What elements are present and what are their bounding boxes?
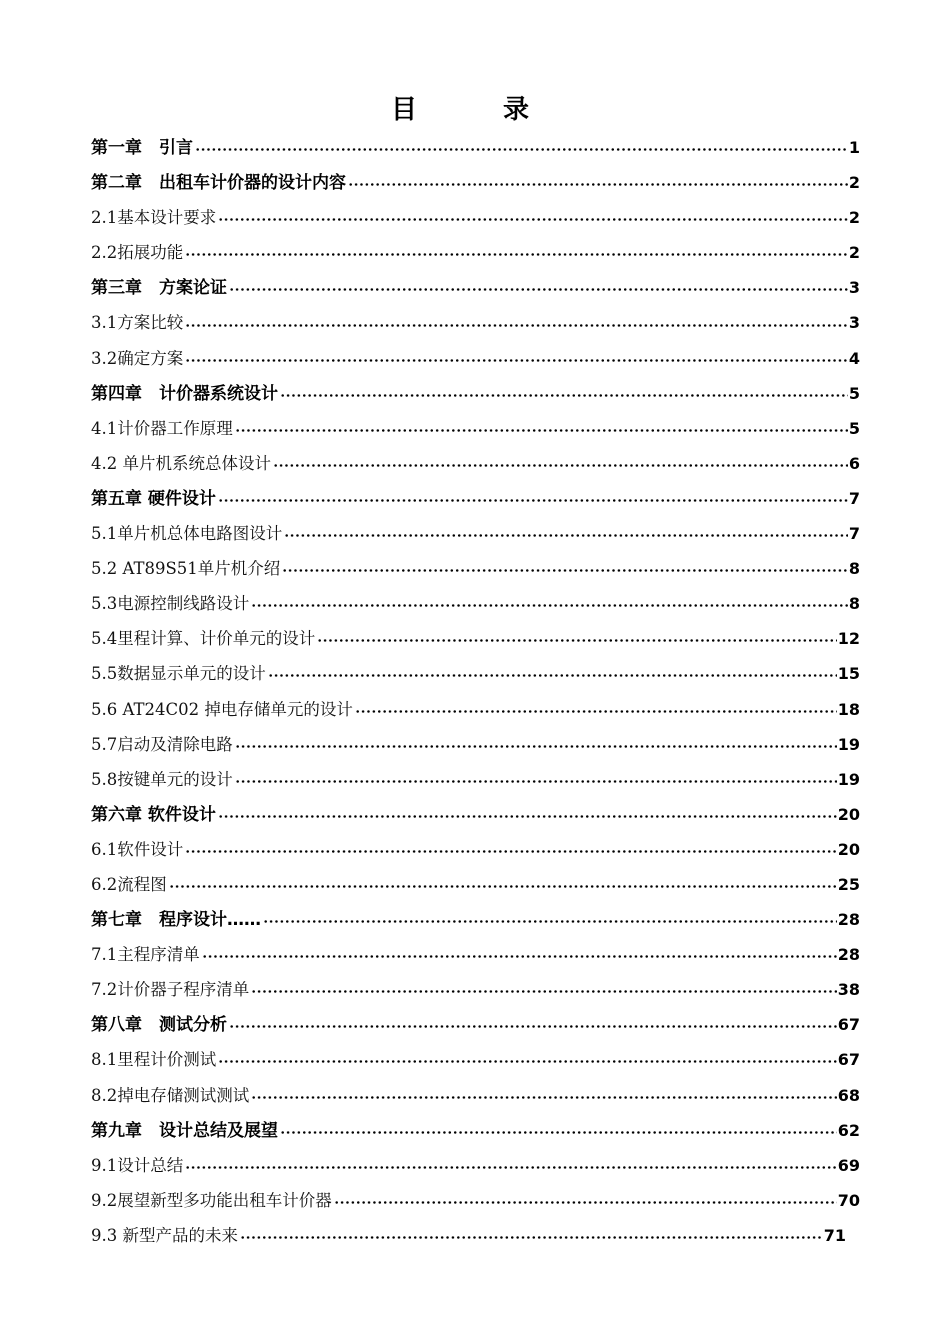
toc-page-number: 67 xyxy=(837,1050,860,1070)
toc-entry-label: 4.2 单片机系统总体设计 xyxy=(91,453,271,473)
toc-section-entry xyxy=(91,446,860,481)
toc-page-number: 8 xyxy=(848,594,860,614)
toc-chapter-entry xyxy=(91,165,860,200)
toc-dot-leader xyxy=(284,534,848,537)
toc-page-number: 18 xyxy=(837,699,860,719)
toc-dot-leader xyxy=(334,1201,837,1204)
toc-page-number: 70 xyxy=(837,1190,860,1210)
toc-entry-label: 5.1单片机总体电路图设计 xyxy=(91,524,283,544)
toc-dot-leader xyxy=(185,359,848,362)
toc-page-number: 5 xyxy=(848,418,860,438)
toc-dot-leader xyxy=(218,499,848,502)
toc-section-entry xyxy=(91,1218,846,1253)
toc-section-entry xyxy=(91,1183,860,1218)
toc-dot-leader xyxy=(280,394,848,397)
toc-page-number: 2 xyxy=(848,208,860,228)
toc-chapter-entry xyxy=(91,1007,860,1042)
toc-section-entry xyxy=(91,762,860,797)
toc-page-number: 20 xyxy=(837,804,860,824)
toc-entry-label: 5.3电源控制线路设计 xyxy=(91,594,250,614)
toc-section-entry xyxy=(91,551,860,586)
toc-section-entry xyxy=(91,1042,860,1077)
toc-chapter-entry xyxy=(91,130,860,165)
toc-entry-label: 第一章 引言 xyxy=(91,138,193,158)
toc-entry-label: 9.1设计总结 xyxy=(91,1155,184,1175)
toc-dot-leader xyxy=(251,990,836,993)
toc-page-number: 19 xyxy=(837,734,860,754)
toc-section-entry xyxy=(91,867,860,902)
toc-dot-leader xyxy=(185,253,848,256)
toc-entry-label: 7.1主程序清单 xyxy=(91,945,200,965)
toc-page-number: 7 xyxy=(848,524,860,544)
toc-section-entry xyxy=(91,516,860,551)
toc-dot-leader xyxy=(169,885,837,888)
toc-page-number: 62 xyxy=(837,1120,860,1140)
toc-dot-leader xyxy=(251,604,848,607)
toc-page-number: 8 xyxy=(848,559,860,579)
toc-entry-label: 8.1里程计价测试 xyxy=(91,1050,217,1070)
toc-page-number: 5 xyxy=(848,383,860,403)
toc-dot-leader xyxy=(229,288,848,291)
toc-entry-label: 9.3 新型产品的未来 xyxy=(91,1225,238,1245)
toc-page-number: 1 xyxy=(848,138,860,157)
toc-chapter-entry xyxy=(91,797,860,832)
toc-chapter-entry xyxy=(91,481,860,516)
page-title: 目 录 xyxy=(390,95,559,125)
toc-section-entry xyxy=(91,692,860,727)
toc-chapter-entry xyxy=(91,902,860,937)
toc-page-number: 3 xyxy=(848,313,860,333)
toc-dot-leader xyxy=(282,569,848,572)
toc-entry-label: 4.1计价器工作原理 xyxy=(91,418,233,438)
toc-entry-label: 第五章 硬件设计 xyxy=(91,488,216,509)
toc-page-number: 71 xyxy=(823,1225,846,1245)
toc-page-number: 4 xyxy=(848,348,860,368)
toc-section-entry xyxy=(91,1148,860,1183)
toc-entry-label: 5.2 AT89S51单片机介绍 xyxy=(91,559,281,579)
toc-entry-label: 第六章 软件设计 xyxy=(91,804,216,825)
toc-dot-leader xyxy=(268,674,837,677)
toc-dot-leader xyxy=(229,1025,837,1028)
toc-dot-leader xyxy=(235,780,837,783)
toc-page-number: 3 xyxy=(848,278,860,298)
toc-entry-label: 8.2掉电存储测试测试 xyxy=(91,1085,250,1105)
toc-entry-label: 5.6 AT24C02 掉电存储单元的设计 xyxy=(91,699,353,719)
toc-dot-leader xyxy=(355,710,837,713)
toc-dot-leader xyxy=(280,1131,837,1134)
toc-section-entry xyxy=(91,656,860,691)
toc-entry-label: 9.2展望新型多功能出租车计价器 xyxy=(91,1190,332,1210)
toc-dot-leader xyxy=(240,1236,823,1239)
toc-dot-leader xyxy=(218,1060,836,1063)
toc-page-number: 15 xyxy=(837,664,860,684)
toc-entry-label: 第七章 程序设计…… xyxy=(91,910,261,931)
toc-entry-label: 5.4里程计算、计价单元的设计 xyxy=(91,629,316,649)
toc-chapter-entry xyxy=(91,376,860,411)
toc-entry-label: 5.8按键单元的设计 xyxy=(91,769,233,789)
toc-dot-leader xyxy=(235,429,848,432)
toc-section-entry xyxy=(91,832,860,867)
toc-section-entry xyxy=(91,235,860,270)
toc-dot-leader xyxy=(273,464,848,467)
toc-page-number: 69 xyxy=(837,1155,860,1175)
toc-page-number: 7 xyxy=(848,488,860,508)
toc-section-entry xyxy=(91,341,860,376)
toc-dot-leader xyxy=(185,1166,836,1169)
table-of-contents xyxy=(91,130,860,1253)
toc-dot-leader xyxy=(195,148,848,151)
toc-section-entry xyxy=(91,1078,860,1113)
toc-entry-label: 3.2确定方案 xyxy=(91,348,184,368)
toc-entry-label: 5.5数据显示单元的设计 xyxy=(91,664,266,684)
toc-dot-leader xyxy=(202,955,837,958)
toc-entry-label: 第九章 设计总结及展望 xyxy=(91,1120,278,1141)
toc-page-number: 38 xyxy=(837,980,860,1000)
toc-dot-leader xyxy=(251,1096,836,1099)
toc-entry-label: 2.1基本设计要求 xyxy=(91,208,217,228)
toc-page-number: 12 xyxy=(837,629,860,649)
toc-entry-label: 第八章 测试分析 xyxy=(91,1015,227,1036)
toc-page-number: 28 xyxy=(837,910,860,930)
toc-section-entry xyxy=(91,411,860,446)
toc-page-number: 2 xyxy=(848,243,860,263)
toc-entry-label: 2.2拓展功能 xyxy=(91,243,184,263)
toc-section-entry xyxy=(91,621,860,656)
toc-section-entry xyxy=(91,586,860,621)
toc-dot-leader xyxy=(263,920,837,923)
toc-page-number: 68 xyxy=(837,1085,860,1105)
toc-page-number: 28 xyxy=(837,945,860,965)
toc-entry-label: 6.2流程图 xyxy=(91,874,167,894)
toc-page-number: 20 xyxy=(837,839,860,859)
toc-dot-leader xyxy=(348,183,848,186)
toc-entry-label: 第四章 计价器系统设计 xyxy=(91,383,278,404)
toc-section-entry xyxy=(91,305,860,340)
toc-section-entry xyxy=(91,200,860,235)
toc-chapter-entry xyxy=(91,1113,860,1148)
toc-chapter-entry xyxy=(91,270,860,305)
toc-entry-label: 6.1软件设计 xyxy=(91,839,184,859)
toc-page-number: 25 xyxy=(837,874,860,894)
toc-entry-label: 7.2计价器子程序清单 xyxy=(91,980,250,1000)
toc-entry-label: 3.1方案比较 xyxy=(91,313,184,333)
toc-section-entry xyxy=(91,937,860,972)
toc-page-number: 67 xyxy=(837,1015,860,1035)
toc-entry-label: 第二章 出租车计价器的设计内容 xyxy=(91,173,346,194)
toc-entry-label: 第三章 方案论证 xyxy=(91,278,227,299)
toc-dot-leader xyxy=(317,639,836,642)
toc-dot-leader xyxy=(218,815,837,818)
toc-section-entry xyxy=(91,727,860,762)
toc-page-number: 19 xyxy=(837,769,860,789)
toc-dot-leader xyxy=(235,745,837,748)
toc-section-entry xyxy=(91,972,860,1007)
toc-dot-leader xyxy=(185,324,848,327)
toc-entry-label: 5.7启动及清除电路 xyxy=(91,734,233,754)
toc-page-number: 2 xyxy=(848,173,860,193)
toc-dot-leader xyxy=(218,218,848,221)
toc-page-number: 6 xyxy=(848,453,860,473)
toc-dot-leader xyxy=(185,850,836,853)
